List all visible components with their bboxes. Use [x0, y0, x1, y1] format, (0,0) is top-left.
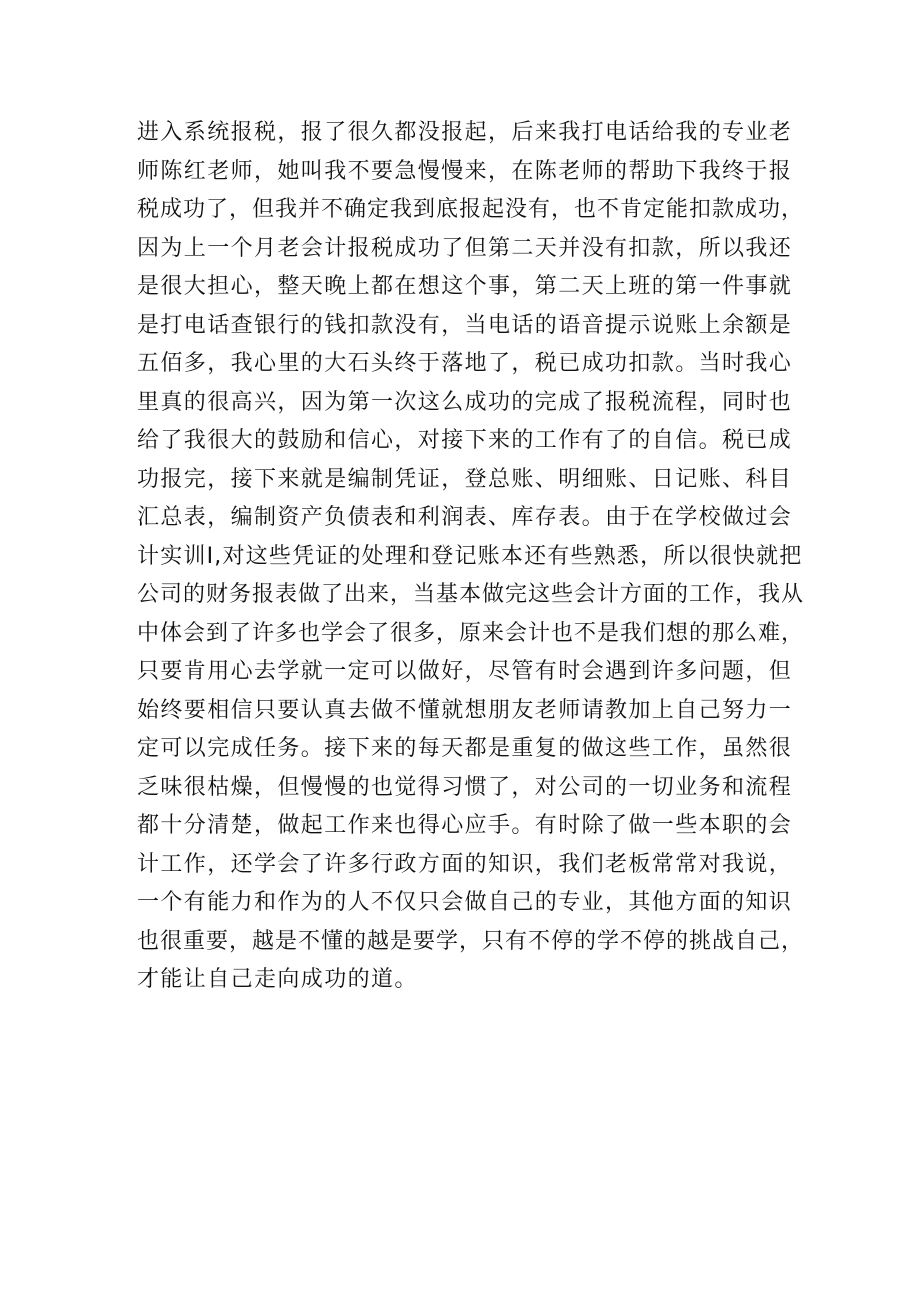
text-line-4: 因为上一个月老会计报税成功了但第二天并没有扣款，所以我还 [137, 235, 793, 261]
text-line-1: 进入系统报税，报了很久都没报起，后来我打电话给我的专业老 [137, 120, 793, 145]
text-line-11: 汇总表，编制资产负债表和利润表、库存表。由于在学校做过会 [137, 505, 793, 530]
text-line-21: 一个有能力和作为的人不仅只会做自己的专业，其他方面的知识 [137, 890, 793, 915]
text-line-3: 税成功了，但我并不确定我到底报起没有，也不肯定能扣款成功， [137, 197, 805, 222]
text-line-13: 公司的财务报表做了出来，当基本做完这些会计方面的工作，我从 [137, 582, 805, 607]
text-line-7: 五佰多，我心里的大石头终于落地了，税已成功扣款。当时我心 [137, 351, 793, 376]
text-line-6: 是打电话查银行的钱扣款没有，当电话的语音提示说账上余额是 [137, 312, 793, 338]
body-paragraph [137, 114, 807, 1000]
text-line-20: 计工作，还学会了许多行政方面的知识，我们老板常常对我说， [137, 851, 793, 877]
text-line-5: 是很大担心，整天晚上都在想这个事，第二天上班的第一件事就 [137, 274, 793, 299]
text-line-9: 给了我很大的鼓励和信心，对接下来的工作有了的自信。税已成 [137, 428, 793, 453]
text-line-16: 始终要相信只要认真去做不懂就想朋友老师请教加上自己努力一 [137, 697, 793, 723]
text-line-19: 都十分清楚，做起工作来也得心应手。有时除了做一些本职的会 [137, 813, 793, 838]
text-line-10: 功报完，接下来就是编制凭证，登总账、明细账、日记账、科目 [137, 466, 793, 492]
text-line-2: 师陈红老师，她叫我不要急慢慢来，在陈老师的帮助下我终于报 [137, 158, 793, 184]
text-line-23: 才能让自己走向成功的道。 [137, 967, 418, 992]
text-line-22: 也很重要，越是不懂的越是要学，只有不停的学不停的挑战自己， [137, 928, 805, 954]
text-line-18: 乏味很枯燥，但慢慢的也觉得习惯了，对公司的一切业务和流程 [137, 774, 793, 800]
text-line-15: 只要肯用心去学就一定可以做好，尽管有时会遇到许多问题，但 [137, 659, 793, 684]
text-line-12: 计实训I,对这些凭证的处理和登记账本还有些熟悉，所以很快就把 [137, 543, 803, 569]
text-line-8: 里真的很高兴，因为第一次这么成功的完成了报税流程，同时也 [137, 389, 793, 415]
text-line-14: 中体会到了许多也学会了很多，原来会计也不是我们想的那么难， [137, 620, 805, 646]
text-line-17: 定可以完成任务。接下来的每天都是重复的做这些工作，虽然很 [137, 736, 793, 761]
